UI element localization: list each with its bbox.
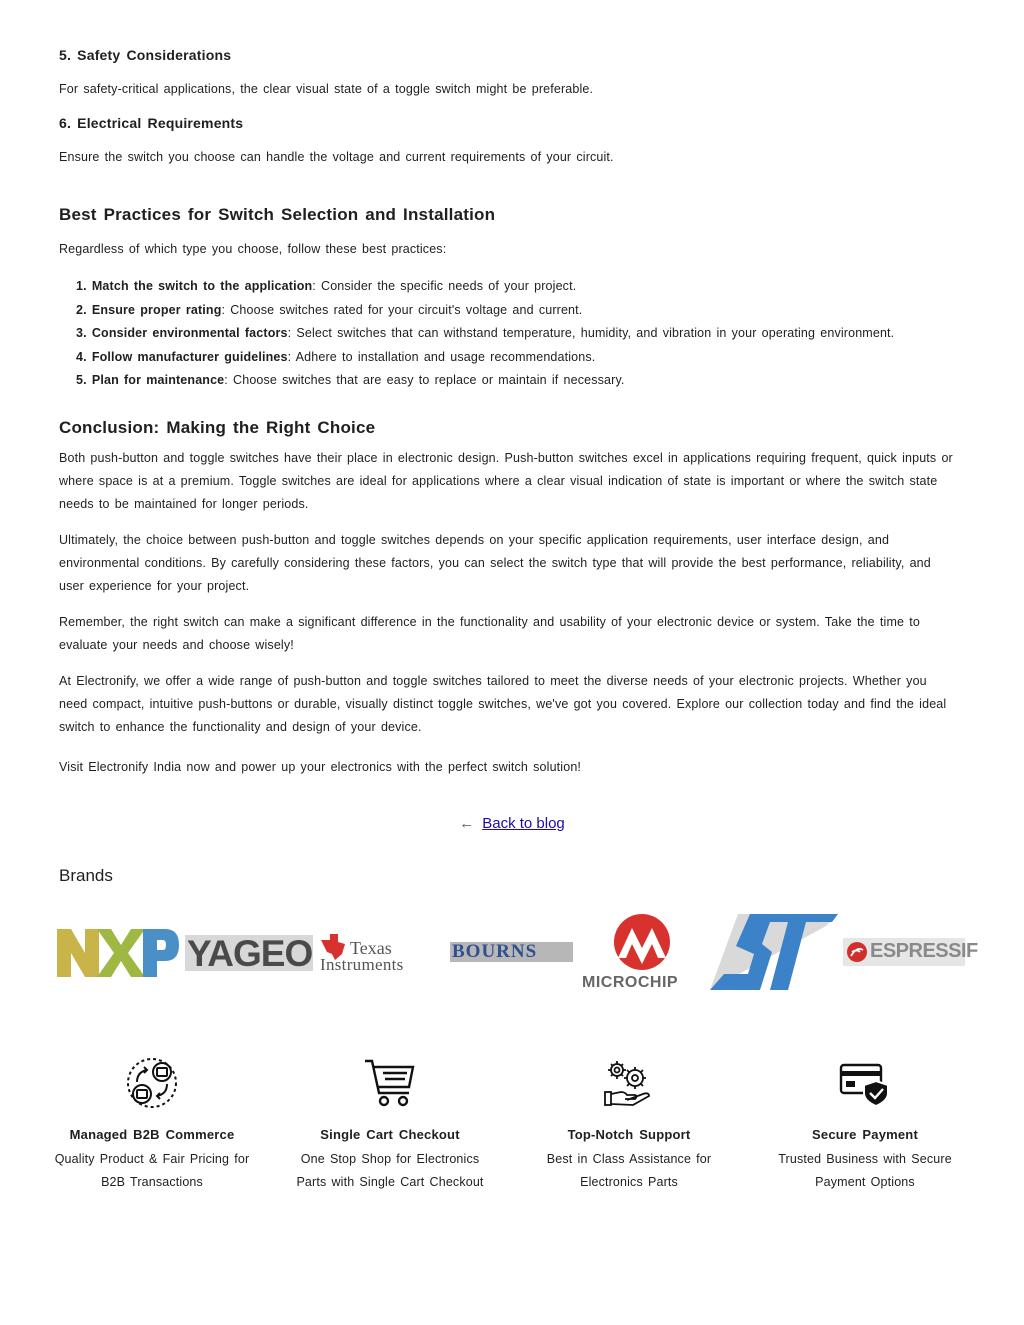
conclusion-paragraph: At Electronify, we offer a wide range of push-button and toggle switches tailored to meet the diverse needs of your electronic projects. Whether you need compact, intuitive push-buttons or durable, visually distinct toggle switches, we've got you covered. Explore our collection today and find the ideal switch to enhance the functionality and design of your device.: [59, 674, 947, 734]
heading-best-practices: Best Practices for Switch Selection and Installation: [59, 205, 496, 224]
arrow-left-icon: ←: [459, 815, 475, 832]
espressif-logo[interactable]: ESPRESSIF: [843, 938, 965, 966]
feature-title: Managed B2B Commerce: [69, 1127, 235, 1142]
nxp-logo[interactable]: [57, 929, 179, 982]
conclusion-paragraph: Visit Electronify India now and power up your electronics with the perfect switch solution!: [59, 760, 582, 774]
electrical-text: Ensure the switch you choose can handle the voltage and current requirements of your circuit.: [59, 150, 614, 164]
feature-b2b-commerce: [52, 1055, 252, 1194]
feature-description: One Stop Shop for Electronics Parts with Single Cart Checkout: [296, 1152, 484, 1189]
feature-title: Top-Notch Support: [567, 1127, 691, 1142]
list-item: 2. Ensure proper rating: Choose switches rated for your circuit's voltage and current.: [76, 302, 583, 317]
best-practices-list: [76, 275, 894, 393]
b2b-exchange-icon: [52, 1055, 252, 1111]
list-item: 5. Plan for maintenance: Choose switches that are easy to replace or maintain if necessary.: [76, 373, 625, 387]
list-item: 4. Follow manufacturer guidelines: Adhere to installation and usage recommendations.: [76, 349, 596, 364]
secure-card-icon: [765, 1055, 965, 1111]
ti-logo[interactable]: Texas Instruments: [318, 932, 446, 974]
conclusion-paragraph: Both push-button and toggle switches have their place in electronic design. Push-button switches excel in applications requiring frequent, quick inputs or where space is at a premium. Toggle switches are ideal for applications where a clear visual indication of state is important or where the switch state needs to be maintained for longer periods.: [59, 451, 953, 511]
list-item: 3. Consider environmental factors: Select switches that can withstand temperature, humidity, and vibration in your operating environment.: [76, 326, 895, 340]
conclusion-paragraph: Ultimately, the choice between push-button and toggle switches depends on your specific application requirements, user interface design, and environmental conditions. By carefully considering these factors, you can select the switch type that will provide the best performance, reliability, and user experience for your project.: [59, 533, 931, 593]
best-practices-intro: Regardless of which type you choose, follow these best practices:: [59, 242, 447, 256]
back-to-blog-link[interactable]: Back to blog: [482, 815, 565, 832]
feature-secure-payment: [765, 1055, 965, 1194]
feature-support: [529, 1055, 729, 1194]
feature-single-cart: [290, 1055, 490, 1194]
back-to-blog: [0, 815, 1024, 832]
brands-title: Brands: [59, 866, 113, 885]
yageo-logo[interactable]: YAGEO: [187, 933, 313, 974]
list-item: 1. Match the switch to the application: Consider the specific needs of your project.: [76, 279, 577, 293]
bourns-logo[interactable]: BOURNS: [450, 942, 573, 962]
st-logo[interactable]: [710, 914, 838, 995]
feature-description: Trusted Business with Secure Payment Options: [778, 1152, 952, 1189]
safety-text: For safety-critical applications, the clear visual state of a toggle switch might be preferable.: [59, 82, 594, 96]
shopping-cart-icon: [290, 1055, 490, 1111]
section-heading-safety: 5. Safety Considerations: [59, 47, 232, 63]
feature-description: Best in Class Assistance for Electronics Parts: [546, 1152, 712, 1189]
section-heading-electrical: 6. Electrical Requirements: [59, 115, 244, 131]
microchip-logo[interactable]: MICROCHIP: [580, 914, 706, 994]
heading-conclusion: Conclusion: Making the Right Choice: [59, 418, 376, 437]
support-gears-hand-icon: [529, 1055, 729, 1111]
feature-description: Quality Product & Fair Pricing for B2B Transactions: [54, 1152, 250, 1189]
feature-title: Secure Payment: [812, 1127, 918, 1142]
feature-title: Single Cart Checkout: [320, 1127, 460, 1142]
conclusion-paragraph: Remember, the right switch can make a significant difference in the functionality and usability of your electronic device or system. Take the time to evaluate your needs and choose wisely!: [59, 615, 920, 652]
